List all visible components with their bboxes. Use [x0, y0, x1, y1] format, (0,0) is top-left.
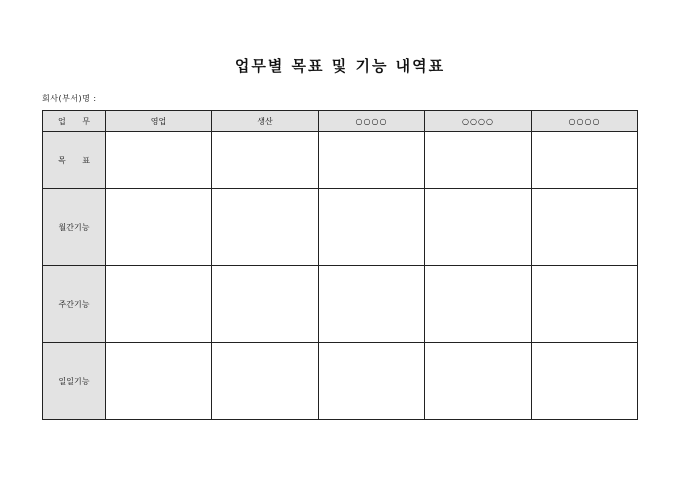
- table-cell[interactable]: [425, 189, 532, 266]
- table-row: [43, 343, 638, 420]
- column-header: 영업: [106, 111, 212, 132]
- table-cell[interactable]: [532, 189, 638, 266]
- row-header: 주간기능: [43, 266, 106, 343]
- table-cell[interactable]: [106, 266, 212, 343]
- table-cell[interactable]: [212, 189, 319, 266]
- table-row: [43, 132, 638, 189]
- table-cell[interactable]: [319, 189, 425, 266]
- header-row: [43, 111, 638, 132]
- document-title: 업무별 목표 및 기능 내역표: [234, 57, 446, 75]
- table-cell[interactable]: [425, 132, 532, 189]
- table-cell[interactable]: [425, 266, 532, 343]
- column-header: ○○○○: [425, 111, 532, 132]
- table-cell[interactable]: [532, 343, 638, 420]
- table-cell[interactable]: [212, 343, 319, 420]
- column-header: 생산: [212, 111, 319, 132]
- table-cell[interactable]: [212, 266, 319, 343]
- table-cell[interactable]: [532, 266, 638, 343]
- row-header: 월간기능: [43, 189, 106, 266]
- table-cell[interactable]: [106, 189, 212, 266]
- column-header: ○○○○: [319, 111, 425, 132]
- table-cell[interactable]: [106, 343, 212, 420]
- table-cell[interactable]: [212, 132, 319, 189]
- table-cell[interactable]: [319, 343, 425, 420]
- header-corner: 업 무: [43, 111, 106, 132]
- table-cell[interactable]: [425, 343, 532, 420]
- column-header: ○○○○: [532, 111, 638, 132]
- table-cell[interactable]: [532, 132, 638, 189]
- function-table: [42, 110, 638, 420]
- company-label: 회사(부서)명 :: [42, 94, 97, 103]
- table-cell[interactable]: [319, 266, 425, 343]
- table-row: [43, 266, 638, 343]
- table-cell[interactable]: [319, 132, 425, 189]
- row-header: 일일기능: [43, 343, 106, 420]
- row-header: 목 표: [43, 132, 106, 189]
- table-row: [43, 189, 638, 266]
- table-cell[interactable]: [106, 132, 212, 189]
